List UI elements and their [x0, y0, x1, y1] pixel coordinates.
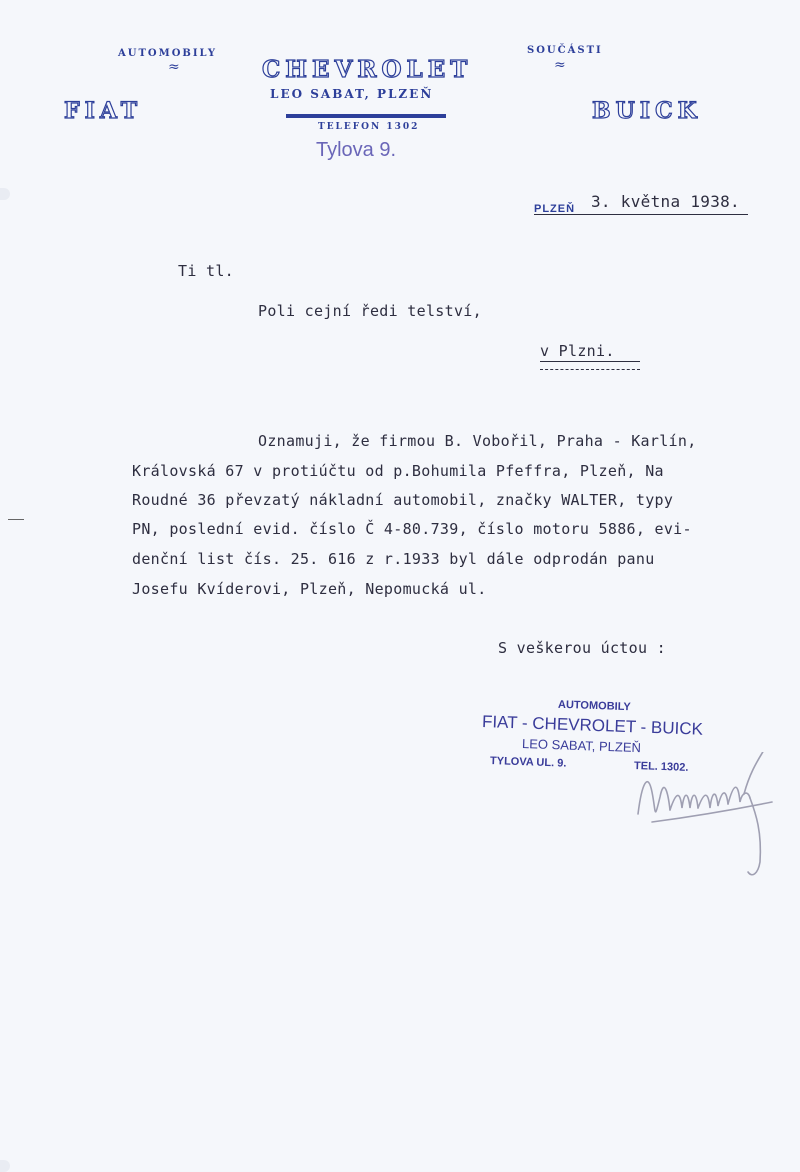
- handwritten-signature: [632, 752, 782, 882]
- addressee-office: Poli cejní ředi telství,: [258, 302, 482, 320]
- stamp-line-4-right: TEL. 1302.: [633, 760, 689, 774]
- street-stamp: Tylova 9.: [316, 139, 397, 161]
- body-line-2: Královská 67 v protiúčtu od p.Bohumila Pfeffra, Plzeň, Na: [132, 462, 664, 480]
- date-place: PLZEŇ: [534, 203, 576, 215]
- city-dashed-underline: [540, 369, 640, 370]
- date-text: 3. května 1938.: [591, 192, 740, 211]
- letterhead-owner: LEO SABAT, PLZEŇ: [270, 87, 434, 101]
- city-underline: [540, 361, 640, 362]
- letterhead-separator-right: ≈: [554, 57, 566, 73]
- stamp-line-3: LEO SABAT, PLZEŇ: [521, 736, 642, 756]
- letterhead-phone: TELEFON 1302: [318, 122, 420, 132]
- letterhead-strikethrough: [286, 114, 446, 118]
- closing: S veškerou úctou :: [498, 639, 666, 657]
- salutation: Ti tl.: [178, 262, 234, 280]
- stamp-line-1: AUTOMOBILY: [557, 698, 631, 714]
- body-line-3: Roudné 36 převzatý nákladní automobil, značky WALTER, typy: [132, 491, 674, 509]
- body-line-6: Josefu Kvíderovi, Plzeň, Nepomucká ul.: [132, 580, 487, 598]
- date-underline: [534, 214, 748, 215]
- body-line-1: Oznamuji, že firmou B. Vobořil, Praha - Karlín,: [258, 432, 697, 450]
- letterhead-fiat: FIAT: [64, 98, 143, 124]
- stamp-line-2: FIAT - CHEVROLET - BUICK: [481, 712, 704, 739]
- punch-hole: [0, 188, 10, 200]
- letterhead-buick: BUICK: [592, 98, 702, 124]
- letterhead-chevrolet: CHEVROLET: [262, 56, 473, 83]
- fold-mark: [8, 519, 24, 520]
- body-line-5: denční list čís. 25. 616 z r.1933 byl dále odprodán panu: [132, 550, 655, 568]
- letterhead-separator-left: ≈: [168, 59, 180, 75]
- punch-hole: [0, 1160, 10, 1172]
- letterhead-automobily: AUTOMOBILY: [118, 48, 218, 59]
- body-line-4: PN, poslední evid. číslo Č 4-80.739, číslo motoru 5886, evi-: [132, 520, 692, 538]
- letterhead-soucasti: SOUČÁSTI: [527, 45, 603, 56]
- addressee-city: v Plzni.: [540, 342, 615, 360]
- stamp-line-4-left: TYLOVA UL. 9.: [489, 755, 567, 770]
